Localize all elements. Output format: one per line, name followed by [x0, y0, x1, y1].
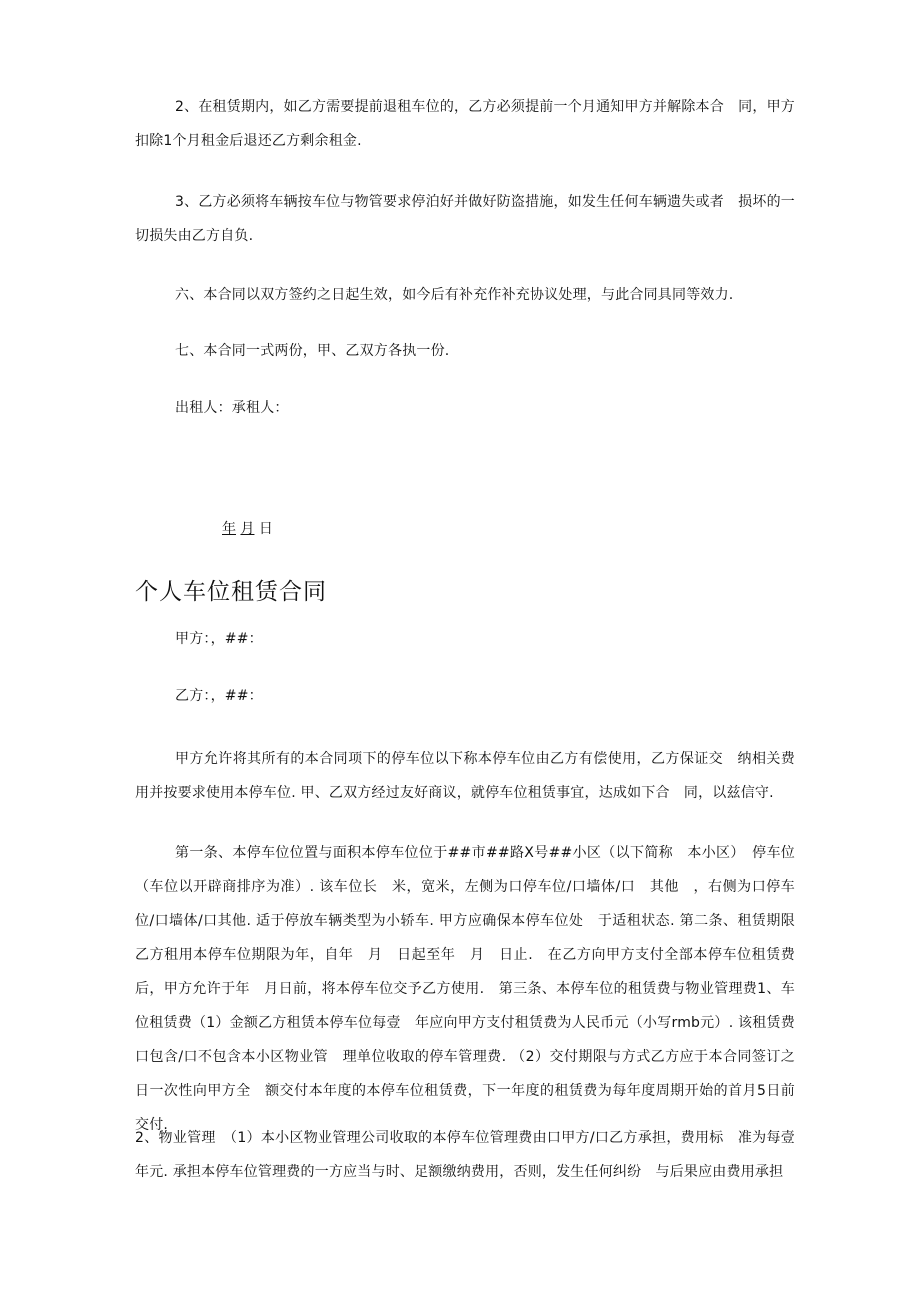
party-a-line: 甲方：，##： [175, 631, 263, 647]
intro-paragraph: 甲方允许将其所有的本合同项下的停车位以下称本停车位由乙方有偿使用，乙方保证交 纳相关费用并按要求使用本停车位. 甲、乙双方经过友好商议，就停车位租赁事宜，达成如下合 同，以兹信守. [135, 751, 795, 801]
date-day: 日 [258, 521, 273, 537]
clause-6-paragraph: 六、本合同以双方签约之日起生效，如今后有补充作补充协议处理，与此合同具同等效力. [175, 287, 734, 303]
party-b-line: 乙方：，##： [175, 688, 263, 704]
clause-3-paragraph: 3、乙方必须将车辆按车位与物管要求停泊好并做好防盗措施，如发生任何车辆遗失或者 损坏的一切损失由乙方自负. [135, 194, 795, 244]
item-2-paragraph: 2、物业管理 （1）本小区物业管理公司收取的本停车位管理费由口甲方/口乙方承担，费用标 准为每壹年元. 承担本停车位管理费的一方应当与时、足额缴纳费用，否则，发生任何纠纷 与后果应由费用承担 [135, 1130, 795, 1180]
date-month: 月 [240, 521, 255, 537]
contract-title: 个人车位租赁合同 [135, 579, 327, 605]
signature-date [222, 517, 273, 541]
article-1-paragraph: 第一条、本停车位位置与面积本停车位位于##市##路X号##小区（以下简称 本小区） 停车位（车位以开辟商排序为准）. 该车位长 米，宽米，左侧为口停车位/口墙体/口 其他 ，右侧为口停车位/口墙体/口其他. 适于停放车辆类型为小轿车. 甲方应确保本停车位处 于适租状态. 第二条、租赁期限乙方租用本停车位期限为年，自年 月 日起至年 月 日止. 在乙方向甲方支付全部本停车位租赁费后，甲方允许于年 月日前，将本停车位交予乙方使用. 第三条、本停车位的租赁费与物业管理费1、车位租赁费（1）金额乙方租赁本停车位每壹 年应向甲方支付租赁费为人民币元（小写rmb元）. 该租赁费口包含/口不包含本小区物业管 理单位收取的停车管理费. （2）交付期限与方式乙方应于本合同签订之日一次性向甲方全 额交付本年度的本停车位租赁费，下一年度的租赁费为每年度周期开始的首月5日前交付. [135, 845, 795, 1133]
signature-parties: 出租人：承租人： [175, 400, 289, 416]
clause-2-paragraph: 2、在租赁期内，如乙方需要提前退租车位的，乙方必须提前一个月通知甲方并解除本合 同，甲方扣除1个月租金后退还乙方剩余租金. [135, 99, 795, 149]
clause-7-paragraph: 七、本合同一式两份，甲、乙双方各执一份. [175, 343, 450, 359]
date-year: 年 [222, 521, 236, 537]
